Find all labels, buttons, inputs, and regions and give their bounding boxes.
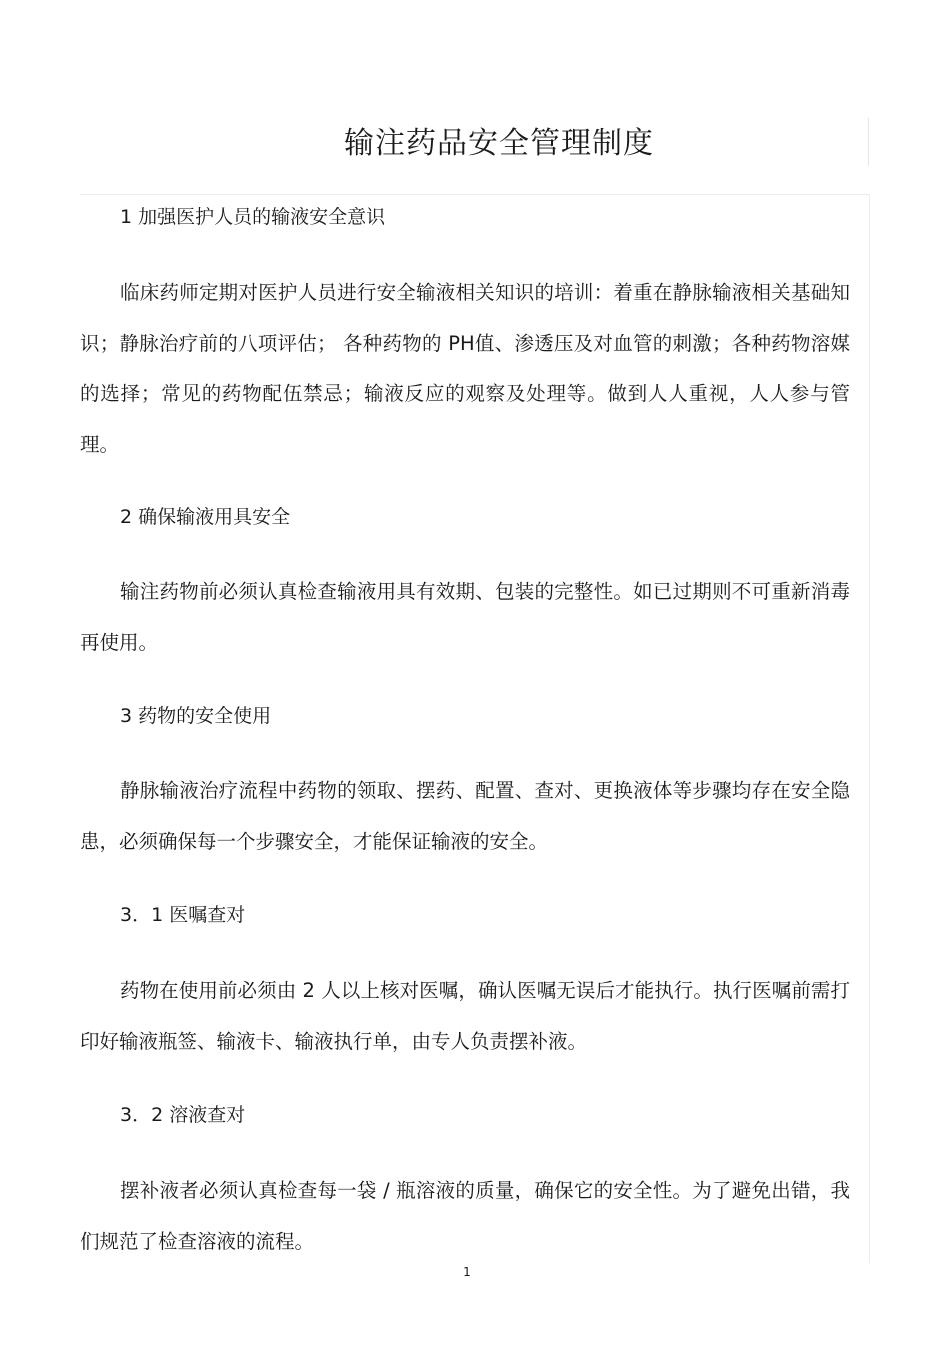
section-heading-3-2: 3．2 溶液查对 (120, 1104, 246, 1126)
document-title: 输注药品安全管理制度 (344, 126, 654, 161)
section-paragraph-2: 输注药物前必须认真检查输液用具有效期、包装的完整性。如已过期则不可重新消毒再使用。 (80, 580, 850, 654)
header-divider (80, 194, 870, 195)
section-heading-3: 3 药物的安全使用 (120, 705, 272, 727)
section-paragraph-3-1: 药物在使用前必须由 2 人以上核对医嘱，确认医嘱无误后才能执行。执行医嘱前需打印好输液瓶签、输液卡、输液执行单，由专人负责摆补液。 (80, 979, 850, 1053)
section-paragraph-1: 临床药师定期对医护人员进行安全输液相关知识的培训：着重在静脉输液相关基础知识；静脉治疗前的八项评估； 各种药物的 PH值、渗透压及对血管的刺激；各种药物溶媒的选择；常见的药物配伍禁忌；输液反应的观察及处理等。做到人人重视，人人参与管理。 (80, 281, 850, 456)
section-heading-1: 1 加强医护人员的输液安全意识 (120, 206, 386, 228)
page-number: 1 (463, 1265, 471, 1279)
section-heading-2: 2 确保输液用具安全 (120, 506, 291, 528)
section-paragraph-3: 静脉输液治疗流程中药物的领取、摆药、配置、查对、更换液体等步骤均存在安全隐患，必须确保每一个步骤安全，才能保证输液的安全。 (80, 779, 850, 853)
section-heading-3-1: 3．1 医嘱查对 (120, 904, 246, 926)
section-paragraph-3-2: 摆补液者必须认真检查每一袋 / 瓶溶液的质量，确保它的安全性。为了避免出错，我们规范了检查溶液的流程。 (80, 1179, 850, 1253)
margin-rule-right (869, 195, 870, 1263)
